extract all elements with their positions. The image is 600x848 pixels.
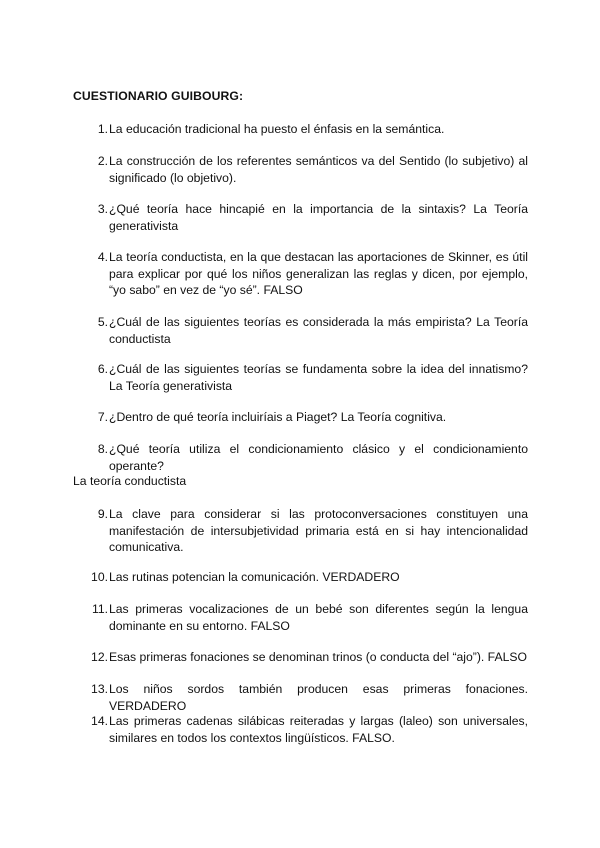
- question-text: La teoría conductista, en la que destacan las aportaciones de Skinner, es útil para explicar por qué los niños generalizan las reglas y dicen, por ejemplo, “yo sabo” en vez de “yo sé”. FALSO: [109, 250, 528, 297]
- question-item-11: [88, 601, 528, 634]
- question-item-12: [88, 649, 528, 666]
- question-number: 1.: [97, 122, 108, 136]
- question-item-10: [88, 569, 528, 586]
- question-item-3: [88, 201, 528, 234]
- question-number: 8.: [97, 442, 108, 456]
- question-item-2: [88, 153, 528, 186]
- question-item-9: [88, 506, 528, 556]
- question-text: La construcción de los referentes semánticos va del Sentido (lo subjetivo) al significado (lo objetivo).: [109, 154, 528, 185]
- question-text: Las primeras cadenas silábicas reiteradas y largas (laleo) son universales, similares en todos los contextos lingüísticos. FALSO.: [109, 714, 528, 745]
- question-text: ¿Dentro de qué teoría incluiríais a Piaget? La Teoría cognitiva.: [109, 410, 447, 424]
- question-item-4: [88, 249, 528, 299]
- question-text: ¿Cuál de las siguientes teorías se fundamenta sobre la idea del innatismo? La Teoría generativista: [109, 362, 528, 393]
- question-text: ¿Qué teoría hace hincapié en la importancia de la sintaxis? La Teoría generativista: [109, 202, 528, 233]
- question-number: 6.: [97, 362, 108, 376]
- question-number: 9.: [97, 507, 108, 521]
- question-text: ¿Cuál de las siguientes teorías es considerada la más empirista? La Teoría conductista: [109, 315, 528, 346]
- question-text: La educación tradicional ha puesto el énfasis en la semántica.: [109, 122, 445, 136]
- question-text: Esas primeras fonaciones se denominan trinos (o conducta del “ajo”). FALSO: [109, 650, 527, 664]
- question-number: 14.: [91, 714, 108, 728]
- question-text: Las primeras vocalizaciones de un bebé son diferentes según la lengua dominante en su entorno. FALSO: [109, 602, 528, 633]
- question-number: 2.: [97, 154, 108, 168]
- question-number: 3.: [97, 202, 108, 216]
- question-item-14: [88, 713, 528, 746]
- question-item-5: [88, 314, 528, 347]
- question-number: 4.: [97, 250, 108, 264]
- question-number: 5.: [97, 315, 108, 329]
- question-text: Los niños sordos también producen esas primeras fonaciones. VERDADERO: [109, 682, 528, 713]
- question-number: 7.: [97, 410, 108, 424]
- question-item-7: [88, 409, 528, 426]
- question-number: 10.: [91, 570, 108, 584]
- question-number: 11.: [91, 602, 108, 616]
- question-number: 12.: [91, 650, 108, 664]
- question-item-13: [88, 681, 528, 714]
- answer-8-text: La teoría conductista: [73, 474, 187, 488]
- page-title: CUESTIONARIO GUIBOURG:: [73, 89, 244, 103]
- question-text: La clave para considerar si las protoconversaciones constituyen una manifestación de intersubjetividad primaria está en si hay intencionalidad comunicativa.: [109, 507, 528, 554]
- question-number: 13.: [91, 682, 108, 696]
- question-item-6: [88, 361, 528, 394]
- question-text: Las rutinas potencian la comunicación. VERDADERO: [109, 570, 400, 584]
- question-item-1: [88, 121, 528, 138]
- question-text: ¿Qué teoría utiliza el condicionamiento clásico y el condicionamiento operante?: [109, 442, 528, 473]
- question-item-8: [88, 441, 528, 474]
